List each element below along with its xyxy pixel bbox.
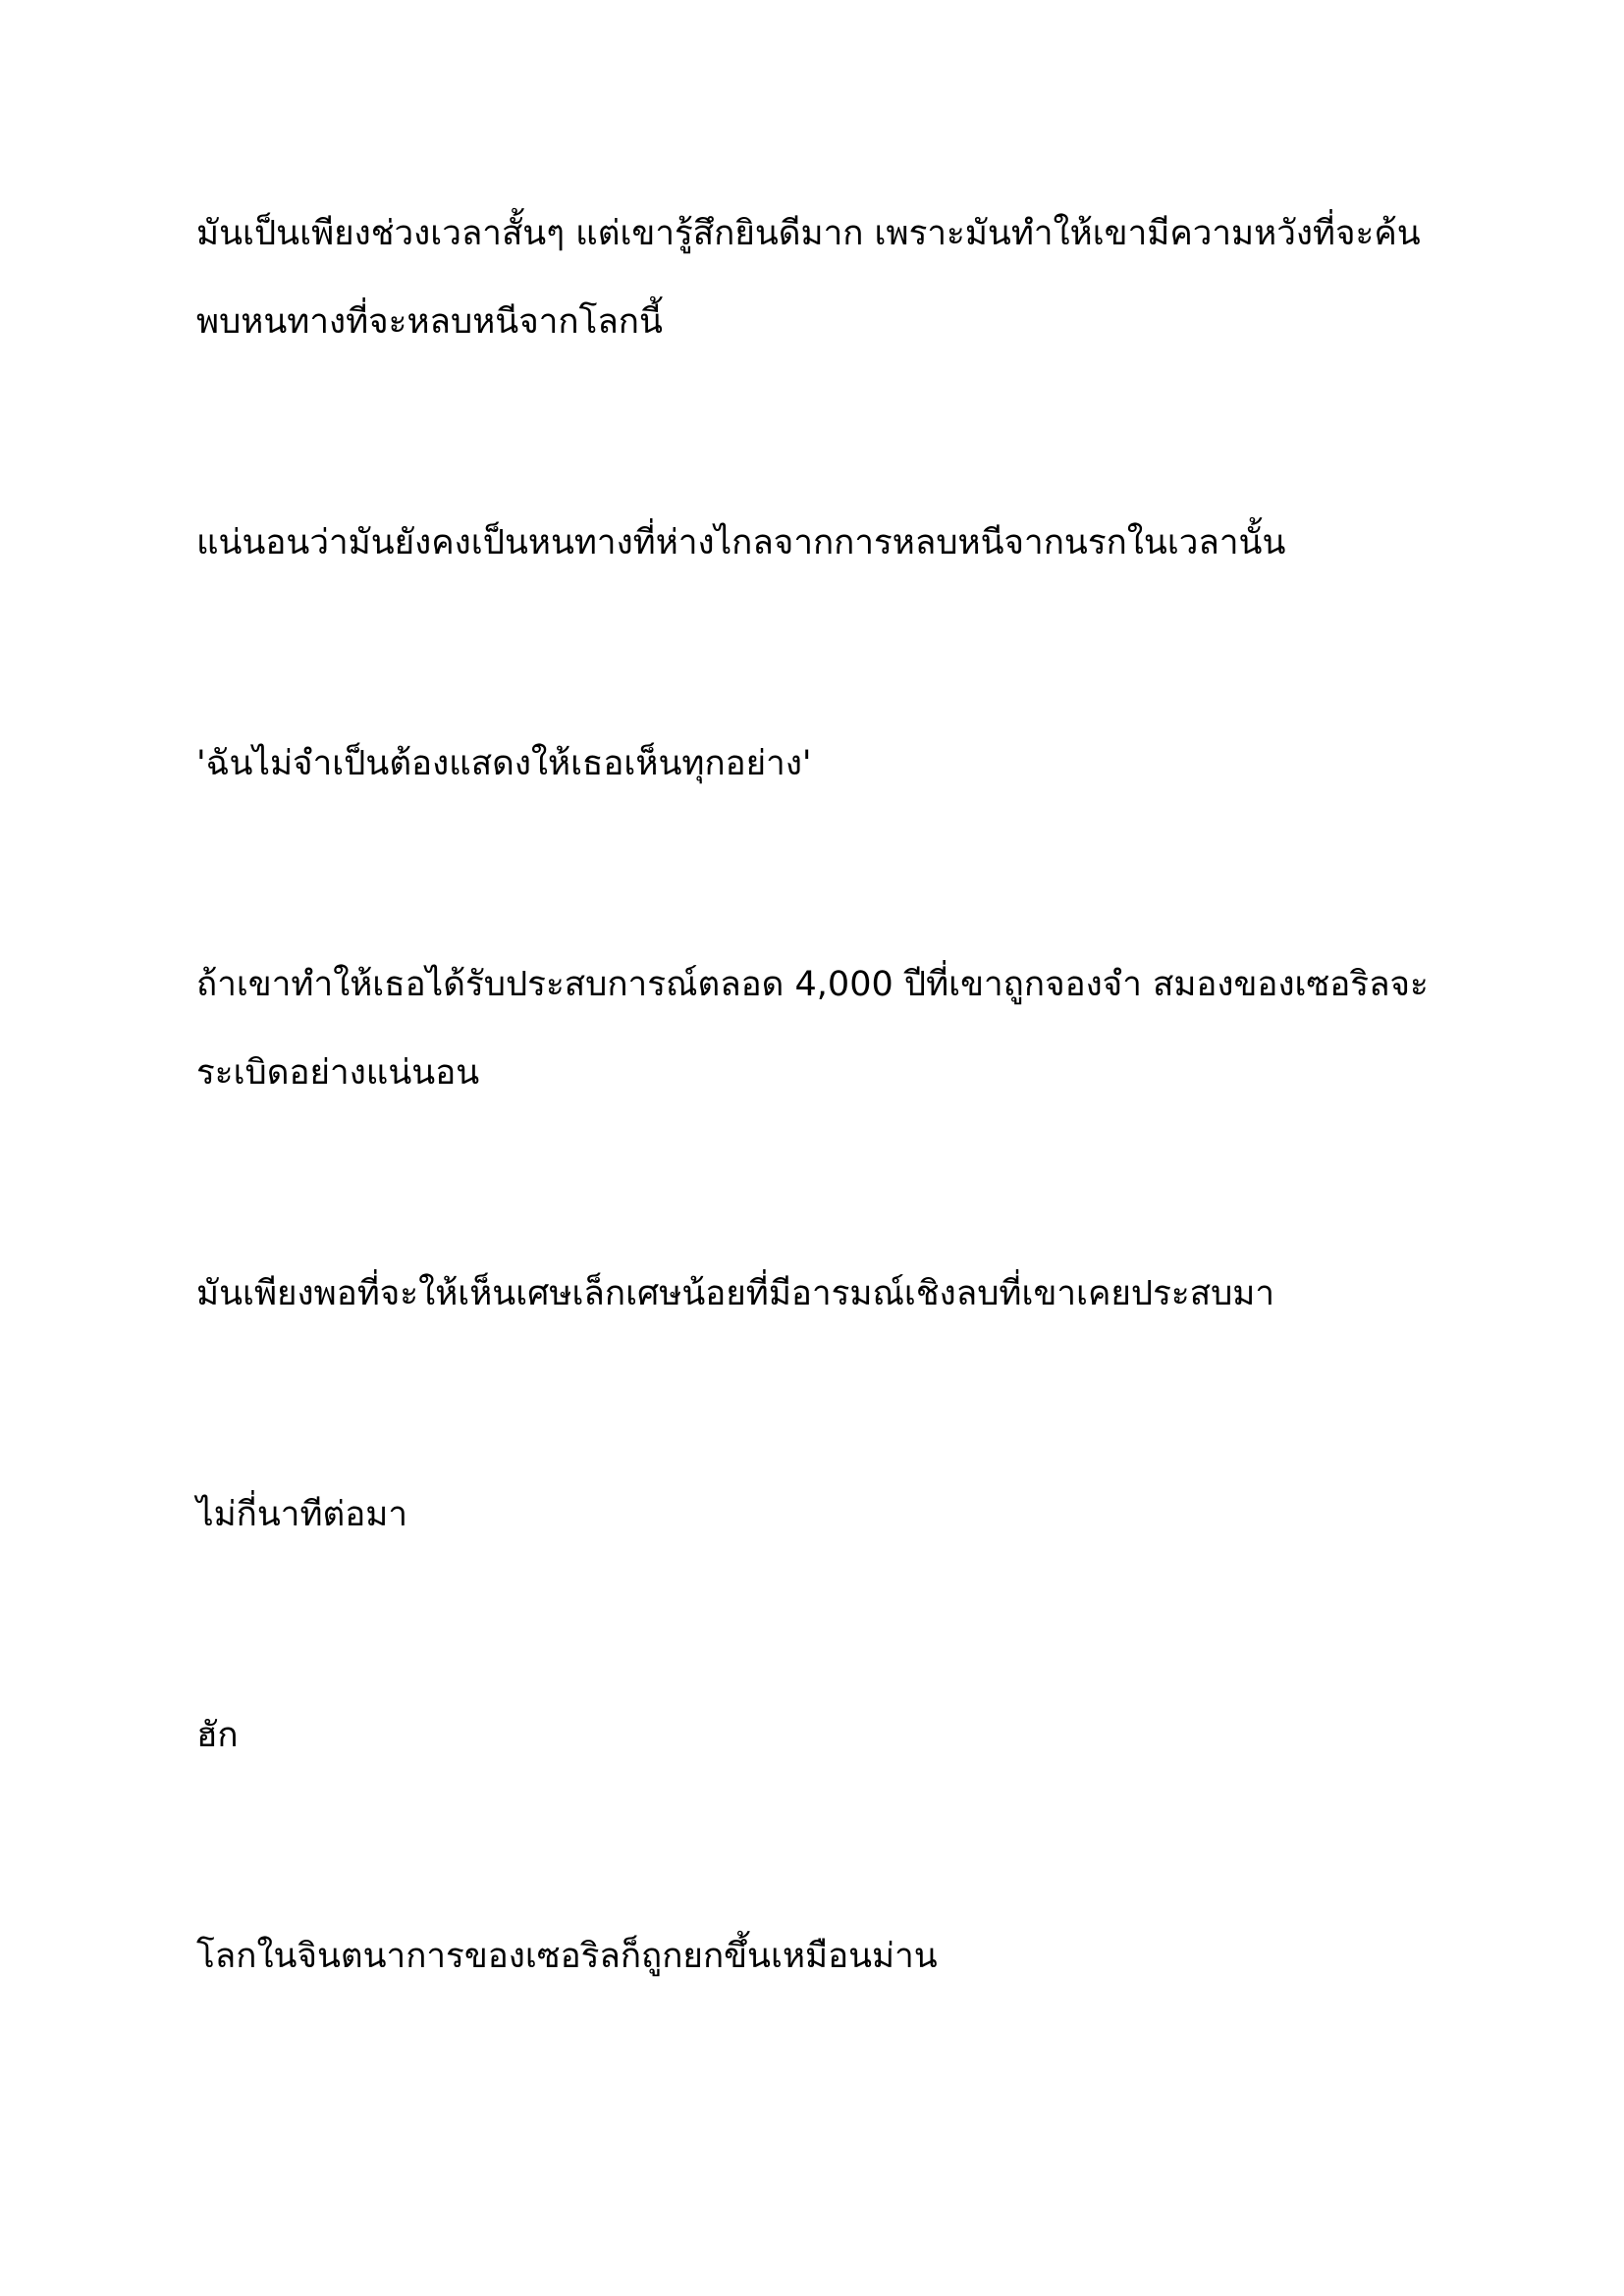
paragraph-7: ฮัก (196, 1716, 239, 1755)
paragraph-1: มันเป็นเพียงช่วงเวลาสั้นๆ แต่เขารู้สึกยินดีมาก เพราะมันทำให้เขามีความหวังที่จะค้นพบหนทางที่จะหลบหนีจากโลกนี้ (196, 214, 1421, 342)
paragraph-4: ถ้าเขาทำให้เธอได้รับประสบการณ์ตลอด 4,000 ปีที่เขาถูกจองจำ สมองของเซอริลจะระเบิดอย่างแน่นอน (196, 965, 1429, 1093)
paragraph-6: ไม่กี่นาทีต่อมา (196, 1495, 407, 1534)
paragraph-5: มันเพียงพอที่จะให้เห็นเศษเล็กเศษน้อยที่มีอารมณ์เชิงลบที่เขาเคยประสบมา (196, 1274, 1275, 1313)
paragraph-2: แน่นอนว่ามันยังคงเป็นหนทางที่ห่างไกลจากการหลบหนีจากนรกในเวลานั้น (196, 523, 1286, 562)
paragraph-8: โลกในจินตนาการของเซอริลก็ถูกยกขึ้นเหมือนม่าน (196, 1937, 938, 1976)
paragraph-3: 'ฉันไม่จำเป็นต้องแสดงให้เธอเห็นทุกอย่าง' (196, 744, 812, 783)
